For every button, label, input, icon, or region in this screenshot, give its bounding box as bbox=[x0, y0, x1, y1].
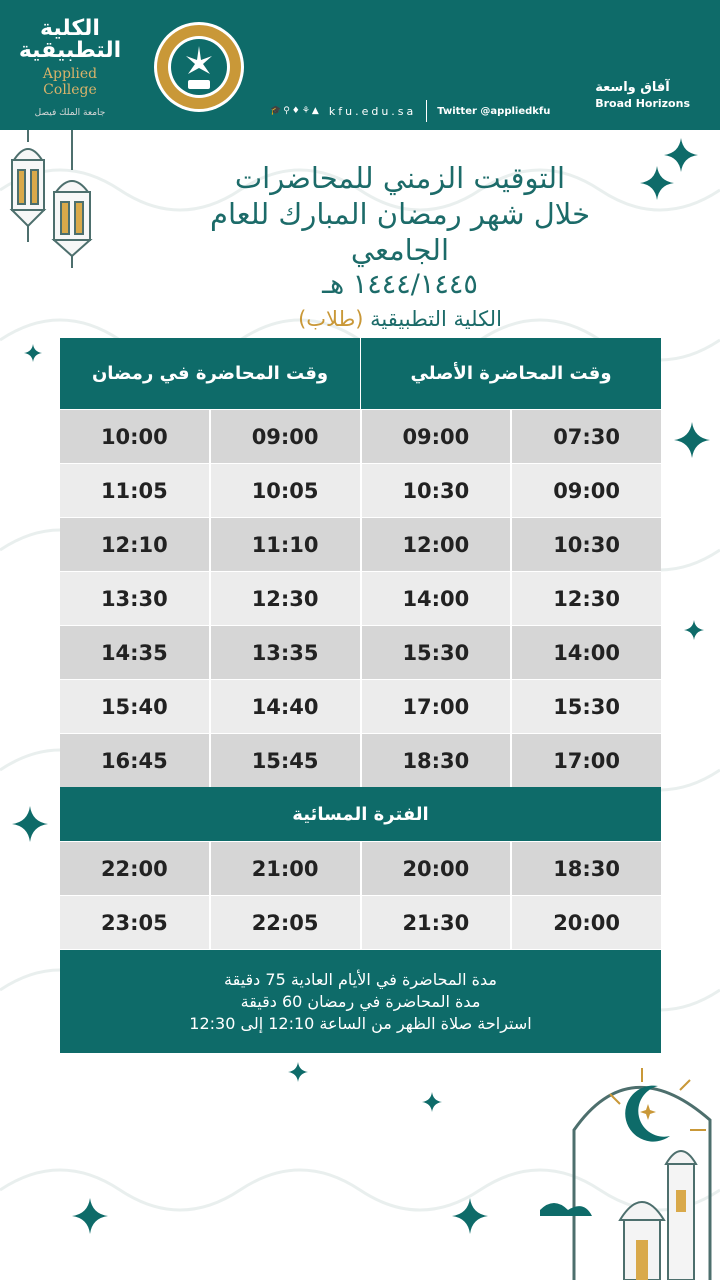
schedule-table bbox=[60, 338, 661, 1053]
kfu-seal-logo bbox=[152, 20, 246, 114]
slogan-en: Broad Horizons bbox=[595, 97, 690, 110]
ramadan-start-cell: 15:45 bbox=[211, 734, 362, 787]
ramadan-start-cell: 22:05 bbox=[211, 896, 362, 949]
header-original-time: وقت المحاضرة الأصلي bbox=[410, 363, 612, 384]
original-start-cell: 14:00 bbox=[553, 640, 621, 665]
ramadan-end-cell: 13:30 bbox=[60, 572, 211, 625]
divider bbox=[426, 100, 427, 122]
original-end-cell: 20:00 bbox=[362, 842, 513, 895]
college-label: الكلية التطبيقية bbox=[370, 307, 502, 331]
note-ramadan-duration: مدة المحاضرة في رمضان 60 دقيقة bbox=[240, 991, 481, 1011]
star-icon bbox=[24, 344, 42, 362]
original-end-cell: 18:30 bbox=[362, 734, 513, 787]
ramadan-end-cell: 23:05 bbox=[60, 896, 211, 949]
header-ramadan-time: وقت المحاضرة في رمضان bbox=[60, 338, 361, 409]
slogan bbox=[595, 80, 690, 110]
ramadan-start-cell: 13:35 bbox=[211, 626, 362, 679]
star-icon bbox=[422, 1092, 442, 1112]
university-name-ar: جامعة الملك فيصل bbox=[34, 108, 106, 118]
table-header bbox=[60, 338, 661, 409]
table-row bbox=[60, 895, 661, 949]
star-icon bbox=[640, 166, 674, 200]
ramadan-start-cell: 09:00 bbox=[211, 410, 362, 463]
college-logo bbox=[14, 18, 126, 118]
evening-period-header: الفترة المسائية bbox=[60, 787, 661, 841]
ramadan-start-cell: 12:30 bbox=[211, 572, 362, 625]
original-end-cell: 15:30 bbox=[362, 626, 513, 679]
twitter-handle[interactable]: Twitter @appliedkfu bbox=[437, 105, 551, 117]
title-line-1: التوقيت الزمني للمحاضرات bbox=[234, 161, 566, 195]
ramadan-end-cell: 11:05 bbox=[60, 464, 211, 517]
ramadan-start-cell: 10:05 bbox=[211, 464, 362, 517]
ramadan-start-cell: 14:40 bbox=[211, 680, 362, 733]
table-row bbox=[60, 625, 661, 679]
star-icon bbox=[452, 1198, 488, 1234]
header-links bbox=[270, 100, 550, 122]
table-row bbox=[60, 733, 661, 787]
original-start-cell: 09:00 bbox=[553, 478, 621, 503]
ramadan-start-cell: 21:00 bbox=[211, 842, 362, 895]
original-end-cell: 21:30 bbox=[362, 896, 513, 949]
website-link[interactable]: kfu.edu.sa bbox=[328, 104, 417, 118]
title-line-2: خلال شهر رمضان المبارك للعام الجامعي bbox=[209, 197, 591, 267]
ramadan-end-cell: 10:00 bbox=[60, 410, 211, 463]
title-line-3: ١٤٤٤/١٤٤٥ هـ bbox=[322, 269, 478, 300]
mosque-arch-icon bbox=[540, 1060, 720, 1280]
original-end-cell: 14:00 bbox=[362, 572, 513, 625]
star-icon bbox=[674, 422, 710, 458]
star-icon bbox=[72, 1198, 108, 1234]
original-start-cell: 10:30 bbox=[553, 532, 621, 557]
original-start-cell: 20:00 bbox=[553, 910, 621, 935]
ramadan-end-cell: 14:35 bbox=[60, 626, 211, 679]
original-end-cell: 17:00 bbox=[362, 680, 513, 733]
table-row bbox=[60, 841, 661, 895]
notes-box bbox=[60, 949, 661, 1053]
star-icon bbox=[288, 1062, 308, 1082]
college-name-ar: الكلية التطبيقية bbox=[18, 16, 122, 63]
note-regular-duration: مدة المحاضرة في الأيام العادية 75 دقيقة bbox=[224, 969, 497, 989]
table-row bbox=[60, 409, 661, 463]
ramadan-end-cell: 16:45 bbox=[60, 734, 211, 787]
original-start-cell: 18:30 bbox=[553, 856, 621, 881]
star-icon bbox=[12, 806, 48, 842]
page-title bbox=[160, 160, 640, 334]
original-start-cell: 15:30 bbox=[553, 694, 621, 719]
table-row bbox=[60, 463, 661, 517]
original-start-cell: 12:30 bbox=[553, 586, 621, 611]
social-icons: 🎓⚲♦⚘▲ bbox=[270, 106, 321, 116]
lanterns-icon bbox=[4, 130, 100, 270]
original-end-cell: 12:00 bbox=[362, 518, 513, 571]
header-bar bbox=[0, 0, 720, 130]
ramadan-start-cell: 11:10 bbox=[211, 518, 362, 571]
table-row bbox=[60, 517, 661, 571]
ramadan-end-cell: 22:00 bbox=[60, 842, 211, 895]
original-end-cell: 09:00 bbox=[362, 410, 513, 463]
title-line-4 bbox=[160, 304, 640, 334]
original-start-cell: 17:00 bbox=[553, 748, 621, 773]
star-icon bbox=[684, 620, 704, 640]
table-row bbox=[60, 679, 661, 733]
table-row bbox=[60, 571, 661, 625]
original-end-cell: 10:30 bbox=[362, 464, 513, 517]
slogan-ar: آفاق واسعة bbox=[595, 80, 670, 95]
original-start-cell: 07:30 bbox=[553, 424, 621, 449]
students-label: (طلاب) bbox=[298, 307, 364, 331]
college-name-en: Applied College bbox=[42, 66, 98, 98]
ramadan-end-cell: 12:10 bbox=[60, 518, 211, 571]
ramadan-end-cell: 15:40 bbox=[60, 680, 211, 733]
note-prayer-break: استراحة صلاة الظهر من الساعة 12:10 إلى 12:30 bbox=[189, 1013, 532, 1033]
